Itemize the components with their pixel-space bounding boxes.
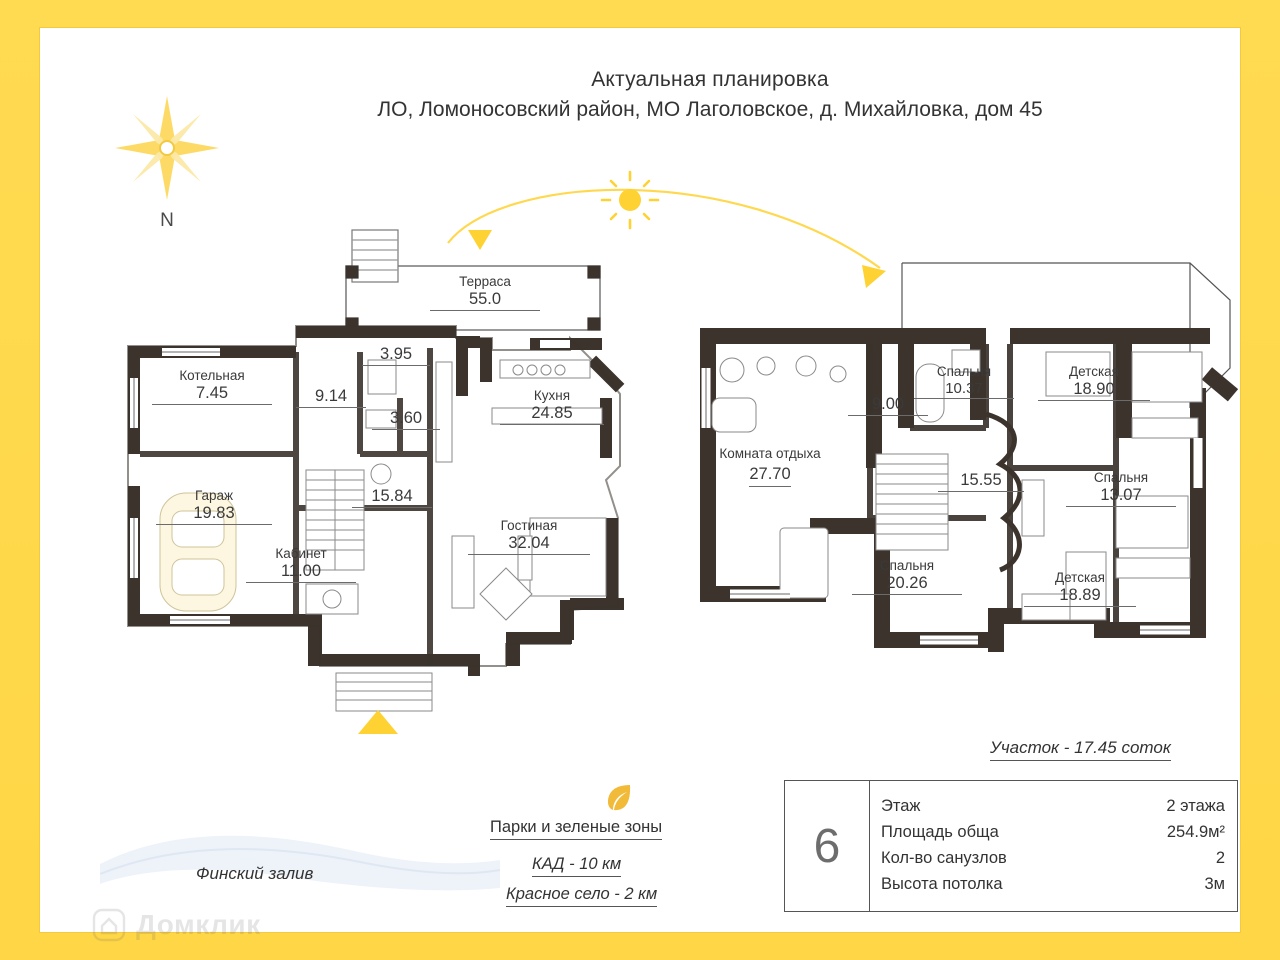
room-label-kabinet: Кабинет 11.00 bbox=[246, 546, 356, 583]
floor-plan-1-drawing bbox=[100, 218, 680, 718]
floor-plan-2 bbox=[670, 218, 1250, 688]
room-label-9-00: 9.00 bbox=[848, 394, 928, 416]
table-row bbox=[881, 819, 1225, 845]
poi-krasnoe-selo: Красное село - 2 км bbox=[506, 885, 657, 907]
room-label-spalnya-20-26: Спальня 20.26 bbox=[852, 558, 962, 595]
table-row bbox=[881, 793, 1225, 819]
spec-label-ceiling: Высота потолка bbox=[881, 874, 1003, 893]
entrance-arrow-icon bbox=[358, 710, 398, 736]
room-label-terrasa: Терраса 55.0 bbox=[430, 274, 540, 311]
poi-green-zones: Парки и зеленые зоны bbox=[490, 818, 662, 840]
spec-value-bathrooms: 2 bbox=[1215, 848, 1225, 867]
plot-size-label: Участок - 17.45 соток bbox=[990, 738, 1171, 761]
room-label-15-55: 15.55 bbox=[938, 470, 1024, 492]
spec-table bbox=[784, 780, 1238, 912]
spec-value-area: 254.9м² bbox=[1166, 822, 1225, 841]
floor-plan-1 bbox=[100, 218, 680, 718]
compass-icon bbox=[112, 88, 222, 213]
spec-value-ceiling: 3м bbox=[1204, 874, 1225, 893]
bay-label: Финский залив bbox=[196, 864, 314, 883]
watermark-text: Домклик bbox=[136, 909, 261, 940]
room-label-3-95: 3.95 bbox=[362, 344, 430, 366]
room-label-gostinaya: Гостиная 32.04 bbox=[468, 518, 590, 555]
compass-north-label: N bbox=[160, 210, 174, 231]
spec-value-floor: 2 этажа bbox=[1166, 796, 1225, 815]
bay-wave-graphic bbox=[100, 818, 500, 903]
room-label-detskaya-18-90: Детская 18.90 bbox=[1038, 364, 1150, 401]
title-line-2: ЛО, Ломоносовский район, МО Лаголовское, д. Михайловка, дом 45 bbox=[377, 98, 1043, 121]
room-label-kotelnaya: Котельная 7.45 bbox=[152, 368, 272, 405]
room-label-spalnya-13-07: Спальня 13.07 bbox=[1066, 470, 1176, 507]
poi-kad: КАД - 10 км bbox=[532, 855, 621, 877]
spec-label-bathrooms: Кол-во санузлов bbox=[881, 848, 1007, 867]
table-row bbox=[881, 871, 1225, 897]
spec-rows bbox=[881, 793, 1225, 897]
room-label-garazh: Гараж 19.83 bbox=[156, 488, 272, 525]
room-label-3-60: 3.60 bbox=[372, 408, 440, 430]
title-line-1: Актуальная планировка bbox=[591, 68, 829, 91]
table-row bbox=[881, 845, 1225, 871]
room-label-9-14: 9.14 bbox=[296, 386, 366, 408]
room-label-komnata-otdyha: Комната отдыха 27.70 bbox=[700, 446, 840, 487]
house-logo-icon bbox=[92, 908, 126, 942]
room-label-15-84: 15.84 bbox=[352, 486, 432, 508]
watermark bbox=[92, 908, 261, 942]
room-label-detskaya-18-89: Детская 18.89 bbox=[1024, 570, 1136, 607]
room-label-spalnya-10-37: Спальня 10.37 bbox=[914, 364, 1014, 399]
room-label-kuhnya: Кухня 24.85 bbox=[500, 388, 604, 425]
leaf-icon bbox=[602, 780, 636, 819]
spec-label-area: Площадь обща bbox=[881, 822, 999, 841]
page-title bbox=[210, 68, 1210, 122]
spec-label-floor: Этаж bbox=[881, 796, 921, 815]
spec-rooms-count: 6 bbox=[785, 781, 870, 911]
poster-canvas bbox=[40, 28, 1240, 940]
